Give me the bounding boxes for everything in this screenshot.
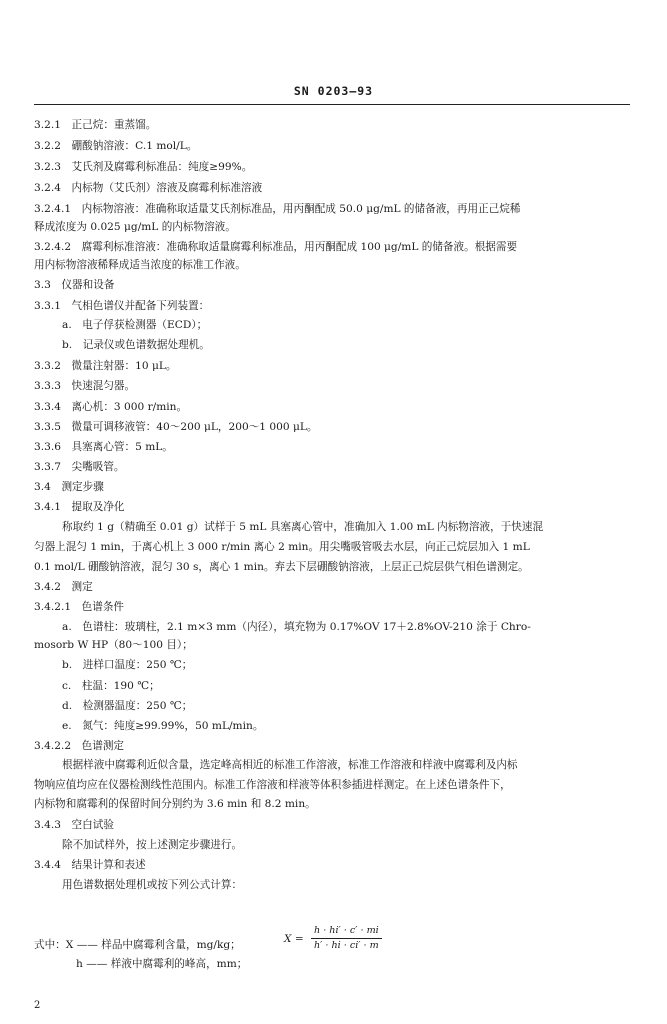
formula-lhs: X = (284, 932, 304, 945)
clause-3-2-4-2-cont: 用内标物溶液稀释成适当浓度的标准工作液。 (34, 259, 246, 271)
item-3-4-2-1-c: c. 柱温：190 ℃； (62, 680, 160, 692)
paragraph-3-4-2-2-line2: 物响应值均应在仪器检测线性范围内。标准工作溶液和样液等体积参插进样测定。在上述色谱条件下， (34, 779, 511, 791)
item-3-4-2-1-b: b. 进样口温度：250 ℃； (62, 659, 193, 671)
legend-x: 式中：X —— 样品中腐霉利含量，mg/kg； (34, 939, 241, 951)
paragraph-3-4-1-line1: 称取约 1 g（精确至 0.01 g）试样于 5 mL 具塞离心管中，准确加入 1.00 mL 内标物溶液，于快速混 (62, 521, 544, 533)
clause-3-4-2-1: 3.4.2.1 色谱条件 (34, 601, 125, 613)
clause-3-4-3: 3.4.3 空白试验 (34, 819, 114, 831)
clause-3-2-2: 3.2.2 硼酸钠溶液：C.1 mol/L。 (34, 140, 198, 152)
clause-3-2-1: 3.2.1 正己烷：重蒸馏。 (34, 119, 157, 131)
clause-3-3-2: 3.3.2 微量注射器：10 μL。 (34, 360, 177, 372)
paragraph-3-4-4: 用色谱数据处理机或按下列公式计算： (62, 879, 243, 891)
clause-3-3-6: 3.3.6 具塞离心管：5 mL。 (34, 441, 173, 453)
item-3-4-2-1-a: a. 色谱柱：玻璃柱，2.1 m×3 mm（内径），填充物为 0.17%OV 17＋2.8%OV-210 涂于 Chro- (62, 621, 531, 633)
clause-3-4-2: 3.4.2 测定 (34, 581, 93, 593)
clause-3-4-2-2: 3.4.2.2 色谱测定 (34, 740, 125, 752)
item-3-3-1-a: a. 电子俘获检测器（ECD）； (62, 319, 208, 331)
clause-3-2-4-1-cont: 释成浓度为 0.025 μg/mL 的内标物溶液。 (34, 221, 236, 233)
paragraph-3-4-2-2-line3: 内标物和腐霉利的保留时间分别约为 3.6 min 和 8.2 min。 (34, 798, 316, 810)
header-rule (34, 104, 630, 105)
clause-3-3-7: 3.3.7 尖嘴吸管。 (34, 461, 125, 473)
clause-3-2-4: 3.2.4 内标物（艾氏剂）溶液及腐霉利标准溶液 (34, 182, 263, 194)
clause-3-3-3: 3.3.3 快速混匀器。 (34, 380, 136, 392)
formula-denominator: h′ · hi · ci′ · m (313, 940, 379, 951)
clause-3-3-5: 3.3.5 微量可调移液管：40～200 μL，200～1 000 μL。 (34, 421, 318, 433)
paragraph-3-4-3: 除不加试样外，按上述测定步骤进行。 (62, 839, 243, 851)
paragraph-3-4-2-2-line1: 根据样液中腐霉利近似含量，选定峰高相近的标准工作溶液，标准工作溶液和样液中腐霉利及内标 (62, 759, 518, 771)
clause-3-2-3: 3.2.3 艾氏剂及腐霉利标准品：纯度≥99%。 (34, 161, 253, 173)
clause-3-2-4-2: 3.2.4.2 腐霉利标准溶液：准确称取适量腐霉利标准品，用丙酮配成 100 μg/mL 的储备液。根据需要 (34, 241, 518, 253)
item-3-4-2-1-e: e. 氮气：纯度≥99.99%，50 mL/min。 (62, 720, 264, 732)
clause-3-4-1: 3.4.1 提取及净化 (34, 501, 125, 513)
page-number: 2 (34, 1000, 41, 1011)
item-3-4-2-1-d: d. 检测器温度：250 ℃； (62, 700, 193, 712)
legend-h: h —— 样液中腐霉利的峰高，mm； (76, 958, 248, 970)
section-3-4-heading: 3.4 测定步骤 (34, 481, 104, 493)
clause-3-4-4: 3.4.4 结果计算和表述 (34, 859, 146, 871)
clause-3-3-1: 3.3.1 气相色谱仪并配备下列装置： (34, 300, 210, 312)
clause-3-2-4-1: 3.2.4.1 内标物溶液：准确称取适量艾氏剂标准品，用丙酮配成 50.0 μg/mL 的储备液，再用正己烷稀 (34, 203, 521, 215)
standard-code-header: SN 0203—93 (293, 84, 374, 98)
item-3-4-2-1-a-cont: mosorb W HP（80～100 目）； (34, 639, 193, 651)
item-3-3-1-b: b. 记录仪或色谱数据处理机。 (62, 339, 210, 351)
section-3-3-heading: 3.3 仪器和设备 (34, 279, 115, 291)
calculation-formula (284, 924, 382, 953)
paragraph-3-4-1-line3: 0.1 mol/L 硼酸钠溶液，混匀 30 s，离心 1 min。弃去下层硼酸钠溶液，上层正己烷层供气相色谱测定。 (34, 561, 529, 573)
paragraph-3-4-1-line2: 匀器上混匀 1 min，于离心机上 3 000 r/min 离心 2 min。用尖嘴吸管吸去水层，向正己烷层加入 1 mL (34, 541, 530, 553)
clause-3-3-4: 3.3.4 离心机：3 000 r/min。 (34, 401, 188, 413)
formula-fraction (311, 924, 382, 953)
formula-numerator: h · hi′ · c′ · mi (311, 924, 382, 939)
